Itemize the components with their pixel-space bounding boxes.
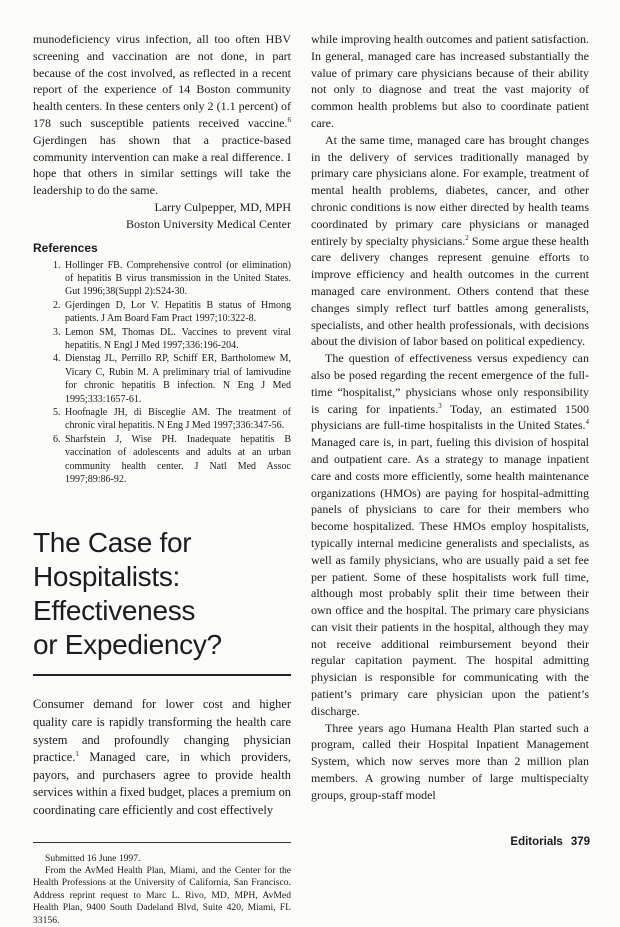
reference-item: 2. Gjerdingen D, Lor V. Hepatitis B status of Hmong patients. J Am Board Fam Pract 1997;10:322-8. (63, 299, 291, 326)
page-number: 379 (570, 836, 590, 848)
page-footer (502, 836, 590, 848)
article-title-line: The Case for (33, 527, 192, 559)
body-paragraph: Three years ago Humana Health Plan started such a program, called their Hospital Inpatient Management System, which now serves more than 2 million plan members. A growing number of large multispecialty groups, group-staff model (311, 720, 589, 802)
reference-item: 6. Sharfstein J, Wise PH. Inadequate hepatitis B vaccination of adolescents and adults at an urban community health center. J Natl Med Assoc 1997;89:86-92. (63, 433, 291, 487)
body-paragraph: The question of effectiveness versus expediency can also be posed regarding the recent emergence of the full-time “hospitalist,” physicians whose only responsibility is caring for inpatients.$^3$ Today, an estimated 1500 physicians are full-time hospitalists in the United States.$^4$ Managed care is, in part, fueling this division of hospital and outpatient care. As a strategy to manage inpatient care and costs more efficiently, some health maintenance organizations (HMOs) are paying for hospital-admitting panels of physicians to care for their members who become hospitalized. These HMOs employ hospitalists, typically internal medicine generalists and specialists, as well as family physicians, who are usually paid a set fee per patient. Some of these hospitalists work full time, although most probably split their time between their own office and the hospital. The primary care physicians can visit their patients in the hospital, although they may not receive additional reimbursement beyond their regular capitation payment. The hospital admitting physician is responsible for communicating with the patient’s primary care physician upon the patient’s discharge. (311, 351, 589, 718)
reference-item: 4. Dienstag JL, Perrillo RP, Schiff ER, Bartholomew M, Vicary C, Rubin M. A preliminary trial of lamivudine for chronic hepatitis B infection. N Eng J Med 1995;333:1657-61. (63, 352, 291, 406)
references-list (33, 259, 291, 487)
reference-item: 3. Lemon SM, Thomas DL. Vaccines to prevent viral hepatitis. N Engl J Med 1997;336:196-204. (63, 326, 291, 353)
footnote-affiliation: From the AvMed Health Plan, Miami, and the Center for the Health Professions at the University of California, San Francisco. Address reprint request to Marc L. Rivo, MD, MPH, AvMed Health Plan, 9400 South Dadeland Blvd, Suite 420, Miami, FL 33156. (33, 865, 291, 926)
body-paragraph: while improving health outcomes and patient satisfaction. In general, managed care has increased substantially the value of primary care physicians because of their ability not only to diagnose and treat the vast majority of common health problems but also to coordinate patient care. (311, 32, 589, 130)
article-footnote (33, 853, 291, 927)
reference-item: 5. Hoofnagle JH, di Bisceglie AM. The treatment of chronic viral hepatitis. N Eng J Med 1997;336:347-56. (63, 406, 291, 433)
body-paragraph: At the same time, managed care has brought changes in the delivery of services traditionally managed by primary care physicians alone. For example, treatment of mental health problems, diabetes, cancer, and other chronic conditions is now either directed by health teams coordinated by primary care physicians or managed entirely by specialty physicians.$^2$ Some argue these health care delivery changes represent genuine efforts to improve efficiency and health outcomes in the current managed care environment. Others contend that these changes simply reflect turf battles among generalists, specialists, and other health professionals, with decisions about the division of labor based on political expediency. (311, 132, 589, 349)
references-heading: References (33, 240, 98, 255)
footnote-divider (33, 842, 291, 843)
footnote-submitted: Submitted 16 June 1997. (45, 852, 141, 864)
article-title-line: or Expediency? (33, 629, 222, 661)
intro-paragraph: Consumer demand for lower cost and higher quality care is rapidly transforming the health care system and profoundly changing physician practice.$^1$ Managed care, in which providers, payors, and purchasers agree to provide health services within a fixed budget, places a premium on coordinating care efficiently and cost effectively (33, 697, 291, 818)
letter-author: Larry Culpepper, MD, MPH (154, 199, 291, 214)
title-divider (33, 674, 291, 676)
article-intro (33, 696, 291, 819)
article-title (33, 526, 291, 662)
article-title-line: Hospitalists: Effectiveness (33, 561, 196, 627)
letter-continuation: munodeficiency virus infection, all too often HBV screening and vaccination are not done, in part because of the cost involved, as reflected in a recent report of the experience of 14 Boston community health centers. In these centers only 2 (1.1 percent) of 178 such susceptible patients received vaccine.$^6$ Gjerdingen has shown that a practice-based community intervention can make a real difference. I hope that others in similar settings will take the leadership to do the same. (33, 32, 291, 198)
letter-affiliation: Boston University Medical Center (126, 216, 291, 231)
reference-item: 1. Hollinger FB. Comprehensive control (or elimination) of hepatitis B virus transmission in the United States. Gut 1996;38(Suppl 2):S24-30. (63, 259, 291, 299)
section-name: Editorials (510, 836, 563, 848)
right-column (311, 31, 589, 804)
left-column (33, 31, 291, 927)
